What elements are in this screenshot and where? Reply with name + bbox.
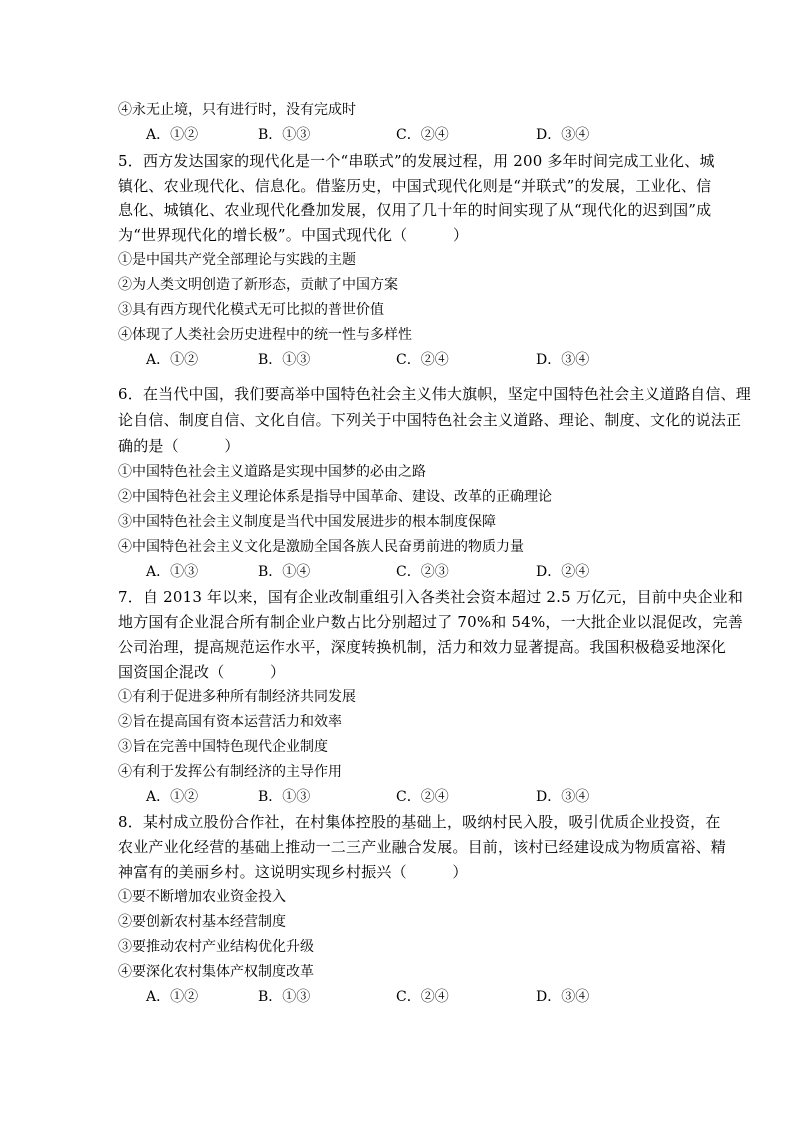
q5-stem-line-3: 息化、城镇化、农业现代化叠加发展，仅用了几十年的时间实现了从“现代化的迟到国”成: [118, 201, 712, 219]
q5-stem-line-2: 镇化、农业现代化、信息化。借鉴历史，中国式现代化则是“并联式”的发展，工业化、信: [118, 177, 712, 195]
q7-stem-line-3: 公司治理，提高规范运作水平，深度转换机制，活力和效力显著提高。我国积极稳妥地深化: [118, 638, 727, 656]
q6-item-2: ②中国特色社会主义理论体系是指导中国革命、建设、改革的正确理论: [118, 489, 552, 505]
q7-option-d: D．③④: [536, 789, 590, 805]
q8-item-1: ①要不断增加农业资金投入: [118, 889, 286, 905]
q4-option-b: B．①③: [258, 127, 311, 143]
q6-item-4: ④中国特色社会主义文化是激励全国各族人民奋勇前进的物质力量: [118, 539, 524, 555]
q7-option-c: C．②④: [396, 789, 449, 805]
q8-option-d: D．③④: [536, 989, 590, 1005]
q8-item-4: ④要深化农村集体产权制度改革: [118, 964, 314, 980]
q7-item-3: ③旨在完善中国特色现代企业制度: [118, 739, 328, 755]
q6-stem-line-3: 确的是（ ）: [118, 437, 240, 455]
q5-option-c: C．②④: [396, 352, 449, 368]
q4-option-d: D．③④: [536, 127, 590, 143]
q6-stem-line-1: 6．在当代中国，我们要高举中国特色社会主义伟大旗帜，坚定中国特色社会主义道路自信、理: [118, 385, 751, 403]
q5-item-4: ④体现了人类社会历史进程中的统一性与多样性: [118, 327, 412, 343]
q4-item-4: ④永无止境，只有进行时，没有完成时: [118, 102, 356, 118]
q6-item-1: ①中国特色社会主义道路是实现中国梦的必由之路: [118, 464, 426, 480]
q8-stem-line-1: 8．某村成立股份合作社，在村集体控股的基础上，吸纳村民入股，吸引优质企业投资，在: [118, 813, 721, 831]
q5-stem-line-1: 5．西方发达国家的现代化是一个“串联式”的发展过程，用 200 多年时间完成工业化、城: [118, 152, 715, 170]
q5-option-a: A．①②: [146, 352, 199, 368]
q8-item-3: ③要推动农村产业结构优化升级: [118, 939, 314, 955]
q7-item-1: ①有利于促进多种所有制经济共同发展: [118, 689, 356, 705]
q8-option-a: A．①②: [146, 989, 199, 1005]
q7-stem-line-4: 国资国企混改（ ）: [118, 663, 286, 681]
q8-option-b: B．①③: [258, 989, 311, 1005]
q6-item-3: ③中国特色社会主义制度是当代中国发展进步的根本制度保障: [118, 514, 496, 530]
q4-option-c: C．②④: [396, 127, 449, 143]
q5-option-d: D．③④: [536, 352, 590, 368]
q5-option-b: B．①③: [258, 352, 311, 368]
q7-option-b: B．①③: [258, 789, 311, 805]
q7-stem-line-2: 地方国有企业混合所有制企业户数占比分别超过了 70%和 54%，一大批企业以混促改，完善: [118, 613, 744, 631]
q6-option-b: B．①④: [258, 564, 311, 580]
q8-option-c: C．②④: [396, 989, 449, 1005]
q8-item-2: ②要创新农村基本经营制度: [118, 914, 286, 930]
q5-item-3: ③具有西方现代化模式无可比拟的普世价值: [118, 302, 384, 318]
q6-option-d: D．②④: [536, 564, 590, 580]
q8-stem-line-3: 神富有的美丽乡村。这说明实现乡村振兴（ ）: [118, 863, 468, 881]
q7-item-4: ④有利于发挥公有制经济的主导作用: [118, 764, 342, 780]
q7-item-2: ②旨在提高国有资本运营活力和效率: [118, 714, 342, 730]
q5-stem-line-4: 为“世界现代化的增长极”。中国式现代化（ ）: [118, 226, 469, 244]
q6-option-a: A．①③: [146, 564, 199, 580]
q6-stem-line-2: 论自信、制度自信、文化自信。下列关于中国特色社会主义道路、理论、制度、文化的说法正: [118, 411, 742, 429]
q7-option-a: A．①②: [146, 789, 199, 805]
q5-item-2: ②为人类文明创造了新形态，贡献了中国方案: [118, 277, 398, 293]
q5-item-1: ①是中国共产党全部理论与实践的主题: [118, 252, 356, 268]
q6-option-c: C．②③: [396, 564, 449, 580]
q7-stem-line-1: 7．自 2013 年以来，国有企业改制重组引入各类社会资本超过 2.5 万亿元，目前中央企业和: [118, 588, 744, 606]
q4-option-a: A．①②: [146, 127, 199, 143]
q8-stem-line-2: 农业产业化经营的基础上推动一二三产业融合发展。目前，该村已经建设成为物质富裕、精: [118, 838, 727, 856]
